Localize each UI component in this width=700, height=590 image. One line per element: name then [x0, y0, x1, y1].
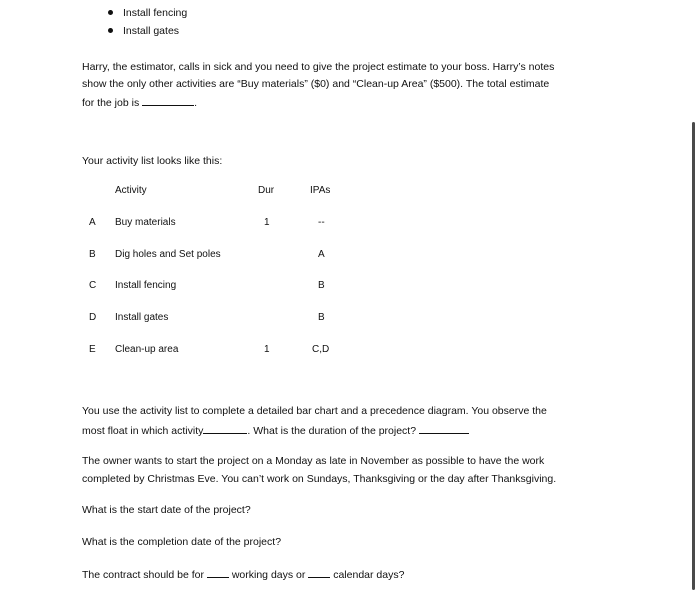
estimate-paragraph-line-3 — [82, 96, 197, 109]
table-row-dur: 1 — [264, 344, 270, 355]
contract-part-3: calendar days? — [333, 569, 405, 581]
duration-question: . What is the duration of the project? — [247, 425, 417, 437]
estimate-prefix: for the job is — [82, 97, 140, 109]
bullet-dot-icon — [108, 28, 113, 33]
bullet-item-install-fencing: Install fencing — [123, 7, 188, 19]
float-paragraph-line-1: You use the activity list to complete a detailed bar chart and a precedence diagram. You observe the — [82, 405, 547, 417]
table-row-id: B — [89, 249, 96, 260]
table-row-id: A — [89, 217, 96, 228]
table-row-id: D — [89, 312, 97, 323]
table-row-id: E — [89, 344, 96, 355]
table-header-dur: Dur — [258, 185, 275, 196]
table-row-ipas: -- — [318, 217, 325, 228]
table-row-activity: Buy materials — [115, 217, 176, 228]
float-question: most float in which activity — [82, 425, 204, 437]
table-row-dur: 1 — [264, 217, 270, 228]
table-row-ipas: A — [318, 249, 325, 260]
table-row-activity: Install gates — [115, 312, 169, 323]
table-header-activity: Activity — [115, 185, 147, 196]
table-row-activity: Install fencing — [115, 280, 177, 291]
float-paragraph-line-2 — [82, 424, 469, 437]
table-row-activity: Clean-up area — [115, 344, 179, 355]
estimate-paragraph-line-2: show the only other activities are “Buy materials” ($0) and “Clean-up Area” ($500). The total estimate — [82, 78, 550, 90]
start-date-question: What is the start date of the project? — [82, 504, 251, 516]
table-row-ipas: C,D — [312, 344, 330, 355]
table-row-activity: Dig holes and Set poles — [115, 249, 221, 260]
activity-list-intro: Your activity list looks like this: — [82, 155, 223, 167]
working-days-answer-blank[interactable] — [207, 568, 229, 578]
table-header-ipas: IPAs — [310, 185, 331, 196]
owner-paragraph-line-2: completed by Christmas Eve. You can’t work on Sundays, Thanksgiving or the day after Thanksgiving. — [82, 473, 557, 485]
bullet-item-install-gates: Install gates — [123, 25, 180, 37]
float-activity-answer-blank[interactable] — [203, 424, 247, 434]
completion-date-question: What is the completion date of the project? — [82, 536, 282, 548]
scrollbar-thumb[interactable] — [692, 122, 695, 590]
table-row-ipas: B — [318, 280, 325, 291]
estimate-answer-blank[interactable] — [142, 96, 194, 106]
estimate-paragraph-line-1: Harry, the estimator, calls in sick and you need to give the project estimate to your boss. Harry’s notes — [82, 61, 555, 73]
contract-part-1: The contract should be for — [82, 569, 204, 581]
contract-sentence — [82, 568, 404, 581]
contract-part-2: working days or — [231, 569, 306, 581]
table-row-ipas: B — [318, 312, 325, 323]
owner-paragraph-line-1: The owner wants to start the project on a Monday as late in November as possible to have the work — [82, 455, 545, 467]
bullet-dot-icon — [108, 10, 113, 15]
calendar-days-answer-blank[interactable] — [308, 568, 330, 578]
estimate-suffix: . — [194, 97, 198, 109]
duration-answer-blank[interactable] — [419, 424, 469, 434]
table-row-id: C — [89, 280, 97, 291]
